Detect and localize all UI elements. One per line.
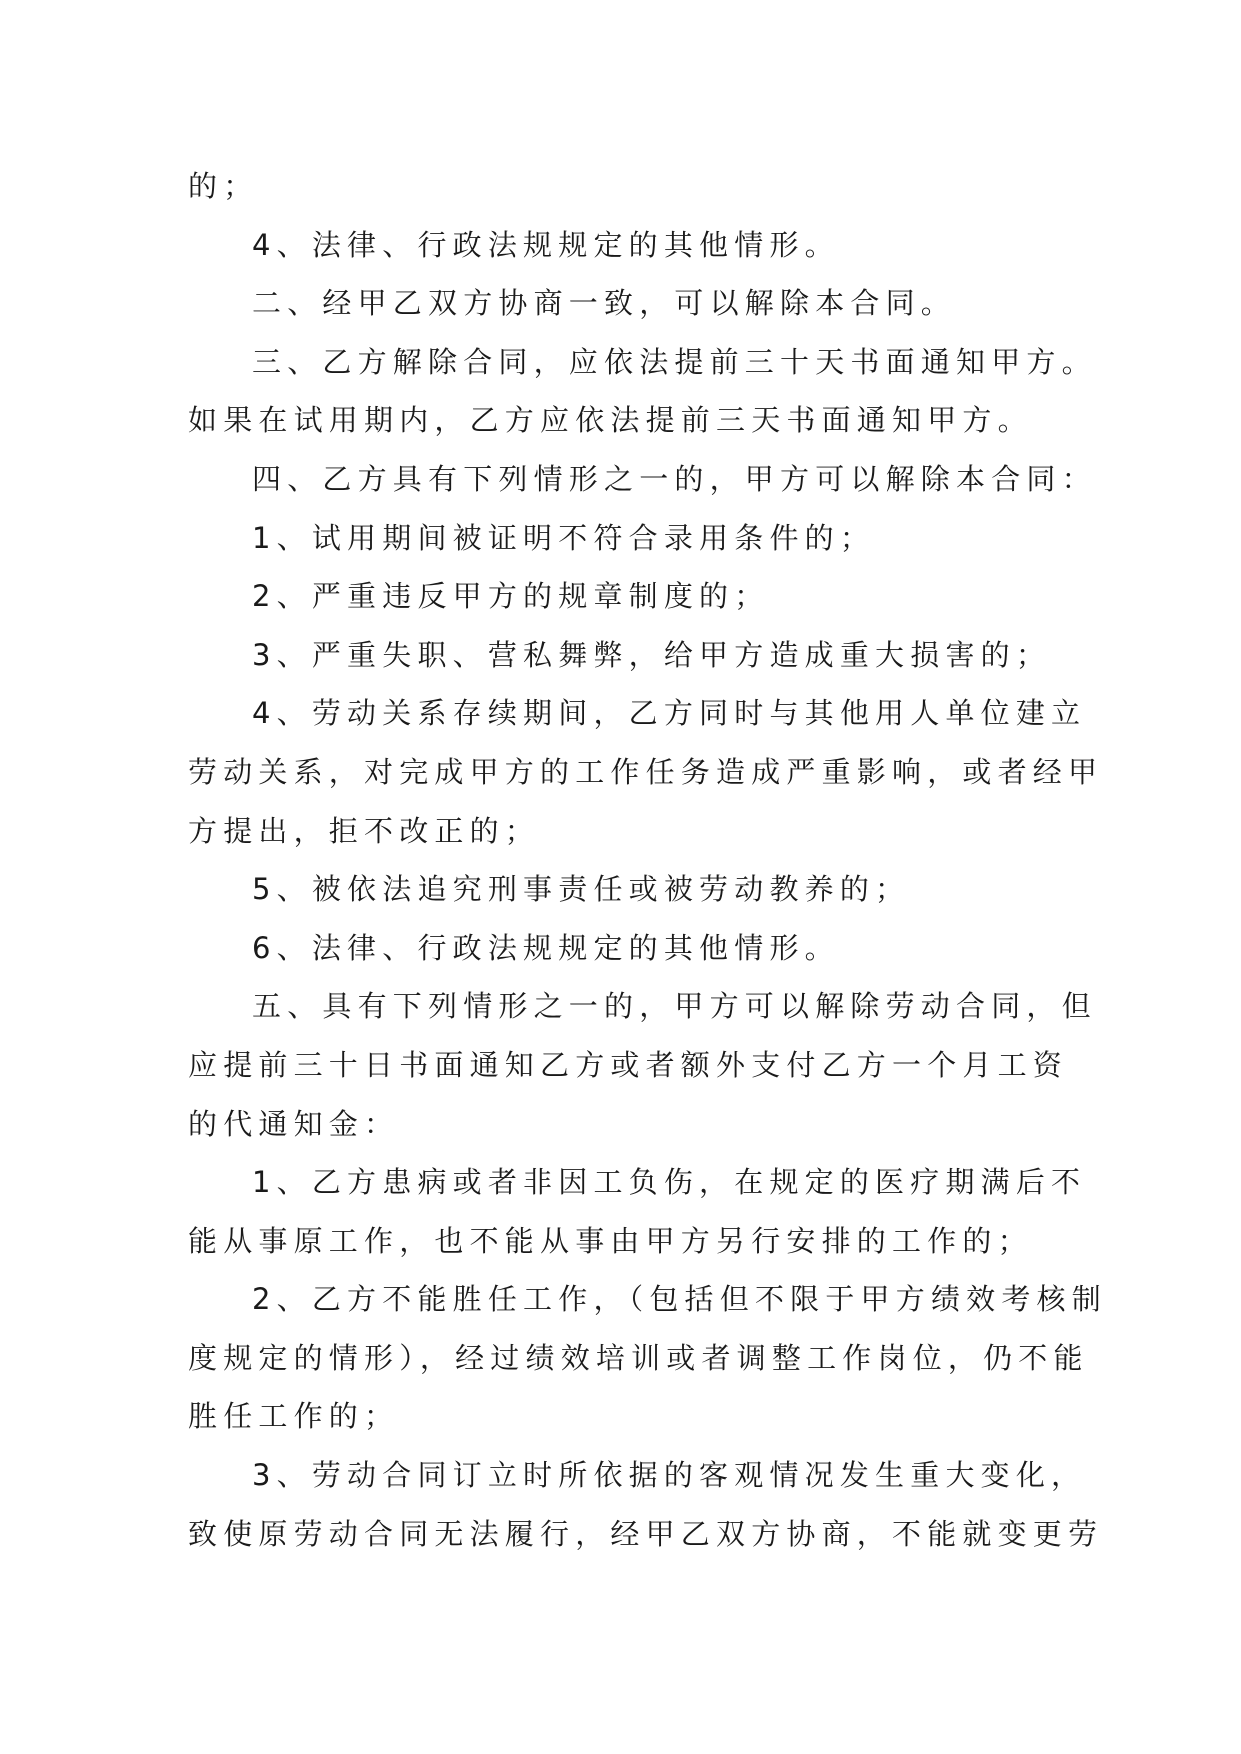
text-line: 3、劳动合同订立时所依据的客观情况发生重大变化， xyxy=(252,1458,1087,1493)
text-line: 5、被依法追究刑事责任或被劳动教养的； xyxy=(252,872,911,907)
text-line: 的代通知金： xyxy=(188,1106,400,1141)
text-line: 的； xyxy=(188,169,259,203)
document-body xyxy=(188,157,1107,1563)
text-line: 3、严重失职、营私舞弊，给甲方造成重大损害的； xyxy=(252,637,1052,672)
text-line: 1、乙方患病或者非因工负伤，在规定的医疗期满后不 xyxy=(252,1165,1087,1200)
text-line: 如果在试用期内，乙方应依法提前三天书面通知甲方。 xyxy=(188,403,1033,438)
text-line: 4、劳动关系存续期间，乙方同时与其他用人单位建立 xyxy=(252,696,1087,731)
text-line: 五、具有下列情形之一的，甲方可以解除劳动合同，但 xyxy=(252,989,1097,1024)
text-line: 能从事原工作，也不能从事由甲方另行安排的工作的； xyxy=(188,1223,1033,1258)
text-line: 劳动关系，对完成甲方的工作任务造成严重影响，或者经甲 xyxy=(188,754,1104,789)
text-line: 6、法律、行政法规规定的其他情形。 xyxy=(252,930,840,965)
text-line: 2、乙方不能胜任工作，（包括但不限于甲方绩效考核制 xyxy=(252,1282,1107,1317)
text-line: 二、经甲乙双方协商一致，可以解除本合同。 xyxy=(252,286,957,321)
text-line: 4、法律、行政法规规定的其他情形。 xyxy=(252,227,840,262)
text-line: 2、严重违反甲方的规章制度的； xyxy=(252,579,770,614)
text-line: 四、乙方具有下列情形之一的，甲方可以解除本合同： xyxy=(252,461,1097,496)
text-line: 方提出，拒不改正的； xyxy=(188,813,541,848)
text-line: 三、乙方解除合同，应依法提前三十天书面通知甲方。 xyxy=(252,344,1097,379)
text-line: 1、试用期间被证明不符合录用条件的； xyxy=(252,520,876,555)
text-line: 致使原劳动合同无法履行，经甲乙双方协商，不能就变更劳 xyxy=(188,1516,1104,1551)
text-line: 应提前三十日书面通知乙方或者额外支付乙方一个月工资 xyxy=(188,1047,1069,1082)
text-line: 胜任工作的； xyxy=(188,1399,400,1434)
text-line: 度规定的情形），经过绩效培训或者调整工作岗位，仍不能 xyxy=(188,1340,1089,1375)
